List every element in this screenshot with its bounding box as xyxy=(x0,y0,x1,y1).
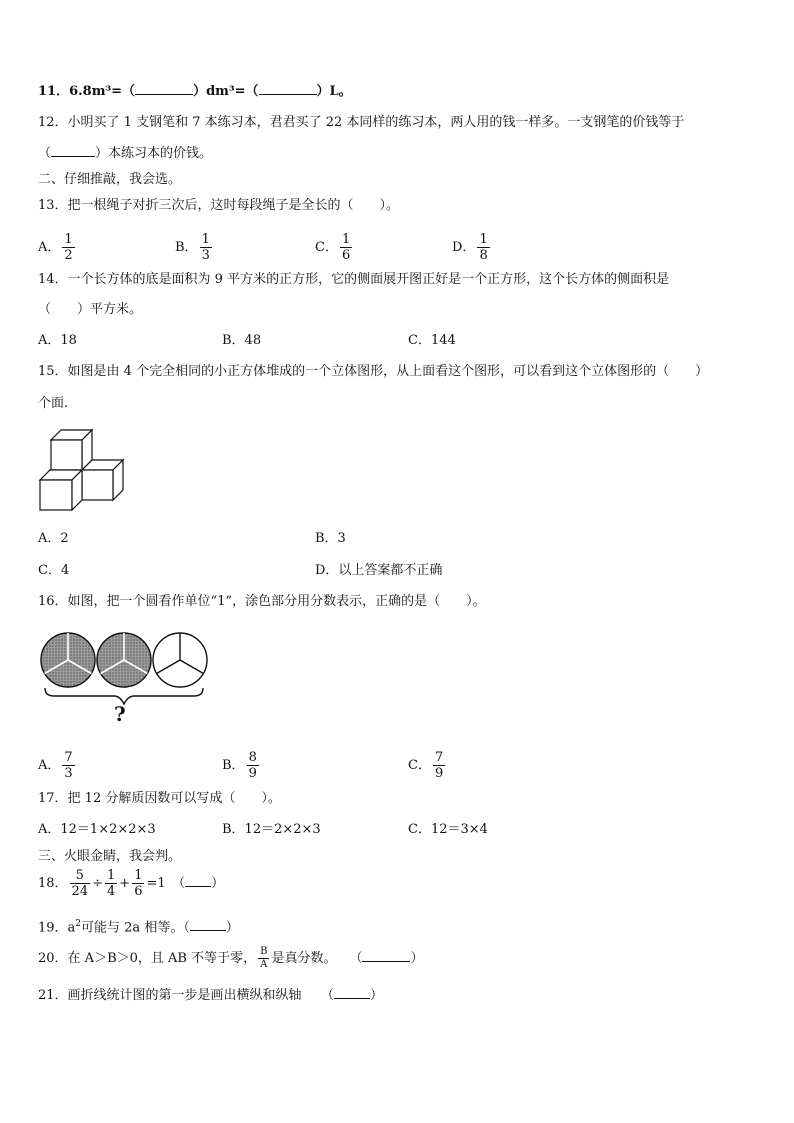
answer-blank[interactable] xyxy=(185,874,211,887)
question-11: 11．6.8m³=（ ）dm³=（ ）L。 xyxy=(38,84,352,99)
option-b[interactable]: B． $\frac{1}{3}$ xyxy=(175,232,210,263)
question-12-line1: 12．小明买了 1 支钢笔和 7 本练习本，君君买了 22 本同样的练习本，两人用的钱一样多。一支钢笔的价钱等于 xyxy=(38,115,685,130)
question-21: 21．画折线统计图的第一步是画出横纵和纵轴 （ ） xyxy=(38,988,384,1003)
answer-blank[interactable] xyxy=(259,82,317,95)
question-17: 17．把 12 分解质因数可以写成（ ）。 xyxy=(38,791,281,806)
answer-blank[interactable] xyxy=(135,82,193,95)
question-14-line2: （ ）平方米。 xyxy=(38,302,143,317)
question-13: 13．把一根绳子对折三次后，这时每段绳子是全长的（ ）。 xyxy=(38,198,400,213)
section-2-heading: 二、仔细推敲，我会选。 xyxy=(38,172,182,187)
answer-blank[interactable] xyxy=(51,144,95,157)
question-15-line1: 15．如图是由 4 个完全相同的小正方体堆成的一个立体图形，从上面看这个图形，可以看到这个立体图形的（ ） xyxy=(38,364,709,379)
option-c[interactable]: C．12＝3×4 xyxy=(408,822,488,837)
option-a[interactable]: A． $\frac{7}{3}$ xyxy=(38,750,73,781)
option-b[interactable]: B．12＝2×2×3 xyxy=(222,822,321,837)
cube-stack-figure xyxy=(36,425,132,515)
option-c[interactable]: C． $\frac{1}{6}$ xyxy=(315,232,351,263)
option-d[interactable]: D．以上答案都不正确 xyxy=(315,563,443,578)
option-c[interactable]: C． $\frac{7}{9}$ xyxy=(408,750,444,781)
option-a[interactable]: A．12＝1×2×2×3 xyxy=(38,822,156,837)
option-a[interactable]: A． $\frac{1}{2}$ xyxy=(38,232,73,263)
question-12-line2: （ ）本练习本的价钱。 xyxy=(38,146,213,161)
question-18: 18． $\frac{5}{24}$ ÷ $\frac{1}{4}$ + $\frac{1}{6}$ =1 （ ） xyxy=(38,868,225,899)
section-3-heading: 三、火眼金睛，我会判。 xyxy=(38,849,182,864)
question-14-line1: 14．一个长方体的底是面积为 9 平方米的正方形，它的侧面展开图正好是一个正方形，这个长方体的侧面积是 xyxy=(38,272,670,287)
option-b[interactable]: B． $\frac{8}{9}$ xyxy=(222,750,257,781)
question-16: 16．如图，把一个圆看作单位“1”，涂色部分用分数表示，正确的是（ ）。 xyxy=(38,594,486,609)
option-b[interactable]: B．48 xyxy=(222,333,262,348)
question-19: 19．$a^2$可能与 2a 相等。（ ） xyxy=(38,919,239,936)
answer-blank[interactable] xyxy=(362,949,410,962)
question-mark: ? xyxy=(114,702,126,726)
option-a[interactable]: A．18 xyxy=(38,333,77,348)
shaded-circles-figure xyxy=(40,630,215,730)
option-b[interactable]: B．3 xyxy=(315,531,346,546)
option-c[interactable]: C．4 xyxy=(38,563,70,578)
answer-blank[interactable] xyxy=(190,918,226,931)
question-15-line2: 个面. xyxy=(38,396,69,411)
option-a[interactable]: A．2 xyxy=(38,531,69,546)
option-d[interactable]: D． $\frac{1}{8}$ xyxy=(452,232,488,263)
option-c[interactable]: C．144 xyxy=(408,333,456,348)
question-20: 20．在 A＞B＞0，且 AB 不等于零， $\frac{B}{A}$ 是真分数。 （ ） xyxy=(38,946,424,970)
answer-blank[interactable] xyxy=(334,986,370,999)
